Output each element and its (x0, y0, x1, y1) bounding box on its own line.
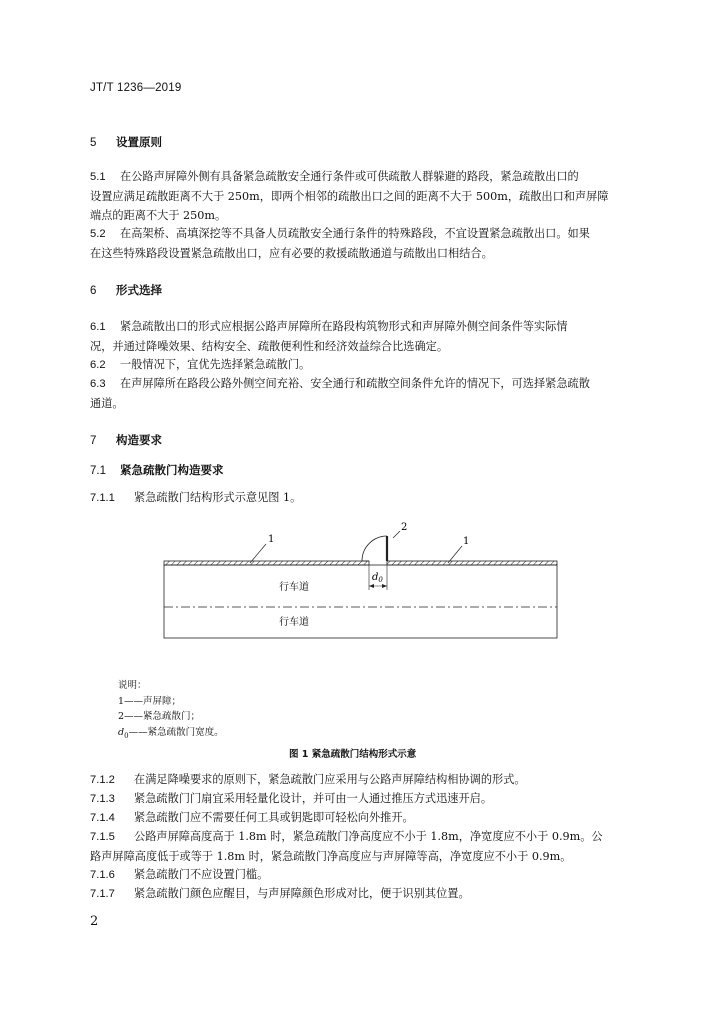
road-outline (164, 565, 557, 638)
clause-7-1-5: 7.1.5 公路声屏障高度高于 1.8m 时，紧急疏散门净高度应不小于 1.8m，净宽度应不小于 0.9m。公 路声屏障高度低于或等于 1.8m 时，紧急疏散门净高度应与声屏障等高，净宽度应不小于 0.9m。 (90, 830, 603, 863)
clause-7-1-3: 7.1.3 紧急疏散门门扇宜采用轻量化设计，并可由一人通过推压方式迅速开启。 (90, 792, 493, 805)
dim-label: $d_0$ (372, 572, 383, 584)
label-1-right: 1 (463, 536, 470, 547)
section-title: 设置原则 (116, 135, 162, 149)
clause-7-1-2: 7.1.2 在满足降噪要求的原则下，紧急疏散门应采用与公路声屏障结构相协调的形式。 (90, 773, 526, 786)
section-5-heading (90, 134, 162, 150)
clause-7-1-7: 7.1.7 紧急疏散门颜色应醒目，与声屏障颜色形成对比，便于识别其位置。 (90, 887, 470, 900)
clause-7-1-1: 7.1.1 紧急疏散门结构形式示意见图 1。 (90, 491, 302, 504)
clause-5-1: 5.1 在公路声屏障外侧有具备紧急疏散安全通行条件或可供疏散人群躲避的路段，紧急疏散出口的 设置应满足疏散距离不大于 250m，即两个相邻的疏散出口之间的距离不大于 500m，疏散出口和声屏障 端点的距离不大于 250m。 (90, 170, 609, 222)
page-number: 2 (90, 914, 99, 929)
leader-line-1-left (250, 544, 266, 563)
label-1-left: 1 (268, 534, 275, 545)
section-7-heading: 7 构造要求 (90, 433, 162, 447)
sound-barrier-left (164, 561, 369, 565)
leader-line-2 (393, 531, 400, 538)
lane-label-bottom: 行车道 (279, 617, 309, 628)
figure-1-diagram (150, 518, 570, 643)
clause-7-1-6: 7.1.6 紧急疏散门不应设置门槛。 (90, 868, 269, 881)
clause-6-2: 6.2 一般情况下，宜优先选择紧急疏散门。 (90, 358, 311, 371)
lane-label-top: 行车道 (279, 582, 309, 593)
leader-line-1-right (448, 546, 462, 563)
clause-6-3: 6.3 在声屏障所在路段公路外侧空间充裕、安全通行和疏散空间条件允许的情况下，可选择紧急疏散 通道。 (90, 377, 590, 410)
clause-5-2: 5.2 在高架桥、高填深挖等不具备人员疏散安全通行条件的特殊路段，不宜设置紧急疏散出口。如果 在这些特殊路段设置紧急疏散出口，应有必要的救援疏散通道与疏散出口相结合。 (90, 227, 590, 260)
standard-number: JT/T 1236—2019 (90, 82, 182, 94)
section-number: 5 (90, 137, 97, 149)
label-2: 2 (401, 522, 408, 533)
sound-barrier-right (387, 561, 557, 565)
emergency-door (362, 536, 387, 561)
figure-legend: 说明： 1——声屏障； 2——紧急疏散门； $d_0——$紧急疏散门宽度。 (118, 680, 224, 740)
section-6-heading: 6 形式选择 (90, 283, 162, 297)
clause-7-1-4: 7.1.4 紧急疏散门应不需要任何工具或钥匙即可轻松向外推开。 (90, 811, 414, 824)
clause-6-1: 6.1 紧急疏散出口的形式应根据公路声屏障所在路段构筑物形式和声屏障外侧空间条件等实际情 况，并通过降噪效果、结构安全、疏散便利性和经济效益综合比选确定。 (90, 320, 568, 353)
section-7-1-heading: 7.1 紧急疏散门构造要求 (90, 463, 224, 477)
figure-caption: 图 1 紧急疏散门结构形式示意 (289, 749, 417, 760)
